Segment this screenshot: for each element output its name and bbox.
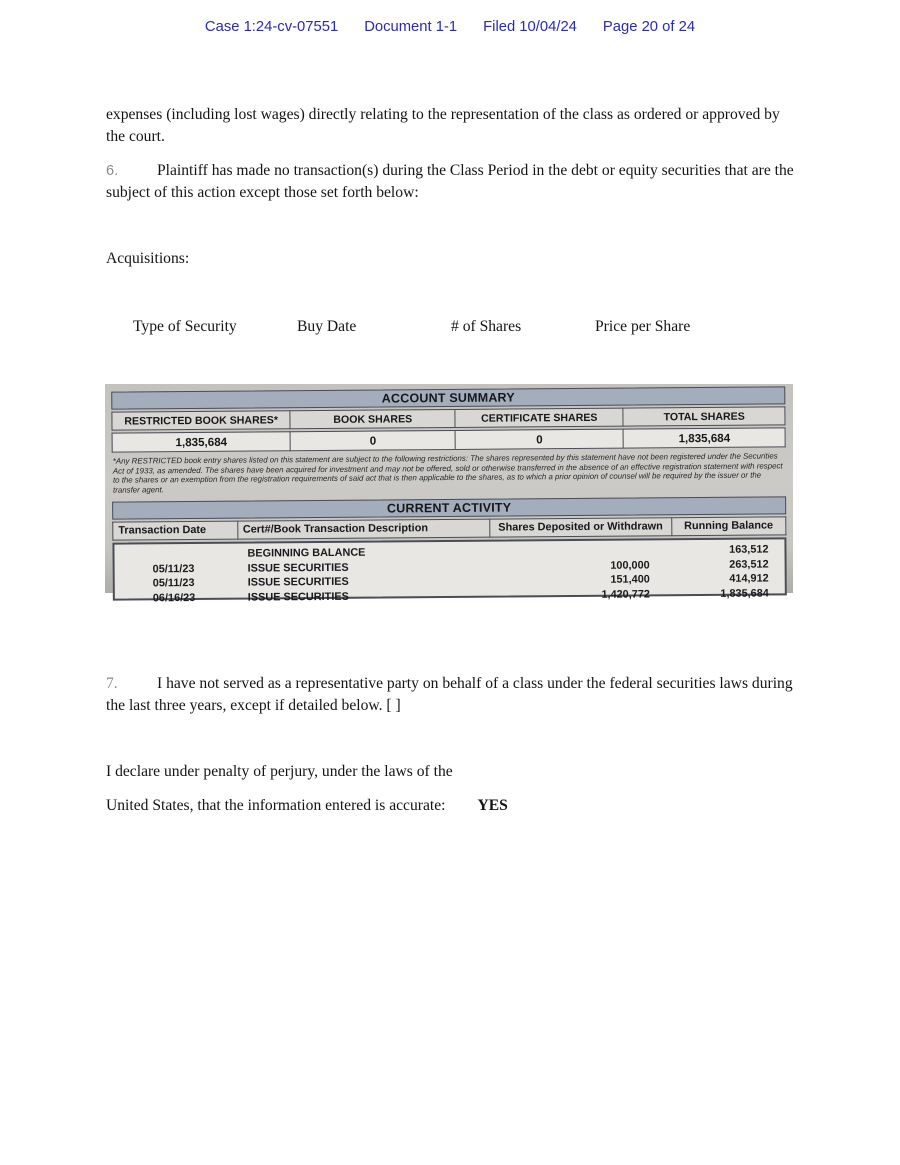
account-summary-title: ACCOUNT SUMMARY: [111, 386, 785, 409]
item7-number: 7.: [106, 675, 118, 692]
declaration-line-1: I declare under penalty of perjury, under the laws of the: [106, 763, 453, 780]
col-buy-date: Buy Date: [297, 318, 357, 335]
case-number: Case 1:24-cv-07551: [204, 19, 339, 35]
acquisitions-column-headers: [0, 318, 900, 340]
document-number: Document 1-1: [364, 19, 458, 35]
item7-text: I have not served as a representative party on behalf of a class under the federal securities laws during the last three years, except if detailed below. [ ]: [106, 675, 793, 715]
as-val-restricted: 1,835,684: [112, 432, 290, 452]
account-statement-scan: [105, 384, 793, 605]
acquisitions-label: Acquisitions:: [106, 250, 190, 267]
declaration-answer: YES: [477, 797, 508, 814]
col-type-of-security: Type of Security: [133, 318, 237, 335]
as-col-total: TOTAL SHARES: [623, 407, 785, 426]
declaration-line-2: [106, 797, 508, 815]
paragraph-item-7: [106, 673, 798, 718]
paragraph-item-6: [106, 160, 798, 205]
item6-text: Plaintiff has made no transaction(s) during the Class Period in the debt or equity securities that are the subject of this action except those set forth below:: [106, 162, 794, 202]
col-num-shares: # of Shares: [451, 318, 522, 335]
ca-col-date: Transaction Date: [113, 521, 238, 540]
current-activity-header-row: [112, 516, 786, 540]
ca-col-balance: Running Balance: [671, 517, 786, 536]
as-col-restricted: RESTRICTED BOOK SHARES*: [112, 411, 290, 430]
current-activity-body: [112, 537, 786, 605]
filed-date: Filed 10/04/24: [483, 19, 577, 35]
as-val-certificate: 0: [455, 429, 623, 449]
scan-content: [104, 381, 794, 605]
restricted-shares-footnote: *Any RESTRICTED book entry shares listed on this statement are subject to the following restrictions: The shares represented by this statement have not been registered under the Securities Act of 1933, as amended. The shares have been acquired for investment and may not be offered, sold or otherwise transferred in the absence of an effective registration statement with respect to the shares or an exemption from the registration requirements of said act that is then applicable to the shares, as to which a prior opinion of counsel will be required by the issuer or the transfer agent.: [112, 451, 783, 495]
as-col-book: BOOK SHARES: [290, 409, 455, 428]
page-number: Page 20 of 24: [602, 19, 696, 35]
transaction-row: 06/16/23 ISSUE SECURITIES 1,420,772 1,835,684: [152, 587, 769, 605]
account-summary-header-row: [111, 406, 785, 430]
current-activity-title: CURRENT ACTIVITY: [112, 496, 786, 519]
pacer-header: [0, 19, 900, 35]
transaction-row: 05/11/23 ISSUE SECURITIES 100,000 263,512: [152, 558, 769, 575]
transaction-row: BEGINNING BALANCE 163,512: [247, 543, 769, 560]
as-val-book: 0: [290, 430, 455, 450]
ca-col-shares: Shares Deposited or Withdrawn: [490, 518, 672, 537]
as-col-certificate: CERTIFICATE SHARES: [455, 408, 623, 427]
as-val-total: 1,835,684: [624, 428, 786, 448]
declaration-statement: United States, that the information entered is accurate:: [106, 797, 446, 814]
item6-number: 6.: [106, 163, 119, 179]
ca-col-description: Cert#/Book Transaction Description: [237, 519, 490, 539]
account-summary-values-row: [112, 427, 786, 452]
paragraph-expenses: expenses (including lost wages) directly relating to the representation of the class as ordered or approved by the court.: [106, 106, 780, 146]
transaction-row: 05/11/23 ISSUE SECURITIES 151,400 414,912: [152, 572, 769, 590]
col-price-per-share: Price per Share: [595, 318, 691, 335]
